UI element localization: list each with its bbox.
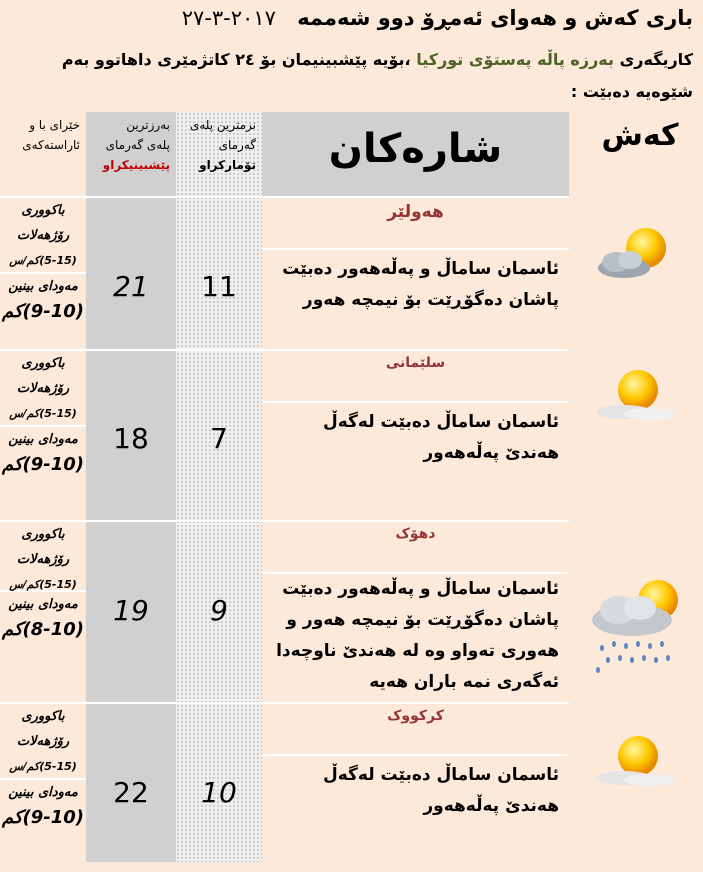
page-header [0, 0, 703, 112]
wind-info [0, 704, 86, 778]
note-prefix: کاریگەری [619, 50, 693, 69]
max-header-line1: بەرزترین [126, 118, 170, 132]
city-name: دهۆک [395, 526, 436, 542]
max-temp: 21 [113, 270, 149, 303]
visibility-info [0, 780, 86, 862]
min-temp: 7 [210, 422, 228, 455]
max-column-bg [86, 112, 176, 862]
visibility-value: (9-10)کم [1, 301, 85, 322]
city-divider [262, 754, 569, 756]
min-temp: 10 [201, 776, 237, 809]
visibility-label: مەودای بینین [8, 597, 78, 612]
max-temp: 22 [113, 776, 149, 809]
min-header-line2: گەرمای [218, 138, 256, 152]
sun-cloud-icon [594, 224, 680, 284]
visibility-info [0, 274, 86, 348]
city-name: هەولێر [387, 202, 444, 222]
city-name: سلێمانی [385, 355, 446, 371]
cities-header: شارەکان [328, 126, 503, 172]
max-temp-header [86, 112, 176, 196]
wind-speed: (5-15)کم/س [9, 760, 77, 773]
weather-header: کەش [601, 118, 679, 153]
wind-direction: باکووری رۆژهەلات [16, 203, 70, 243]
max-header-line2: پلەی گەرمای [105, 138, 170, 152]
min-column-bg [176, 112, 262, 862]
visibility-value: (8-10)کم [1, 619, 85, 640]
visibility-label: مەودای بینین [8, 785, 78, 800]
wind-info [0, 351, 86, 425]
wind-header-line1: خێرای با و [29, 118, 80, 132]
wind-info [0, 522, 86, 590]
min-temp-header [176, 112, 262, 196]
max-header-line3: پێشبینیکراو [102, 158, 170, 172]
weather-description: ئاسمان ساماڵ و پەڵەهەور دەبێت پاشان دەگۆڕێت بۆ نیمچە هەور [282, 259, 559, 310]
wind-header-line2: ئاراستەکەی [22, 138, 80, 152]
sun-haze-icon [594, 364, 680, 424]
sun-rain-cloud-icon [588, 574, 688, 674]
wind-speed: (5-15)کم/س [9, 407, 77, 420]
weather-description: ئاسمان ساماڵ دەبێت لەگەڵ هەندێ پەڵەهەور [322, 765, 559, 816]
wind-direction: باکووری رۆژهەلات [16, 709, 70, 749]
max-temp: 19 [113, 594, 149, 627]
min-header-line3: تۆمارکراو [199, 158, 256, 172]
wind-header [0, 112, 86, 196]
title-date: ٢٠١٧-٣-٢٧ [181, 6, 276, 30]
visibility-value: (9-10)کم [1, 807, 85, 828]
forecast-note [3, 44, 693, 108]
note-highlight: بەرزە پاڵە پەستۆی تورکیا [416, 50, 614, 69]
city-divider [262, 248, 569, 250]
page-title [182, 6, 693, 30]
wind-direction: باکووری رۆژهەلات [16, 356, 70, 396]
visibility-info [0, 592, 86, 700]
city-divider [262, 401, 569, 403]
title-text: باری کەش و هەوای ئەمڕۆ دوو شەممە [297, 6, 693, 30]
forecast-table [0, 112, 703, 872]
weather-description: ئاسمان ساماڵ و پەڵەهەور دەبێت پاشان دەگۆڕێت بۆ نیمچە هەور و هەوری تەواو وە لە هەندێ ناوچەدا ئەگەری نمە باران هەیە [276, 579, 559, 692]
city-name: کرکووک [387, 708, 444, 724]
weather-description: ئاسمان ساماڵ دەبێت لەگەڵ هەندێ پەڵەهەور [322, 412, 559, 463]
note-suffix: ،بۆیە پێشبینیمان بۆ ٢٤ کاتژمێری داهاتوو بەم شێوەیە دەبێت : [61, 50, 693, 101]
visibility-label: مەودای بینین [8, 432, 78, 447]
visibility-info [0, 427, 86, 517]
max-temp: 18 [113, 422, 149, 455]
min-temp: 11 [201, 270, 237, 303]
wind-speed: (5-15)کم/س [9, 578, 77, 591]
min-temp: 9 [210, 594, 228, 627]
visibility-label: مەودای بینین [8, 279, 78, 294]
wind-direction: باکووری رۆژهەلات [16, 527, 70, 567]
wind-info [0, 198, 86, 272]
visibility-value: (9-10)کم [1, 454, 85, 475]
sun-haze-icon [594, 730, 680, 790]
wind-speed: (5-15)کم/س [9, 254, 77, 267]
min-header-line1: نزمترین پلەی [189, 118, 256, 132]
